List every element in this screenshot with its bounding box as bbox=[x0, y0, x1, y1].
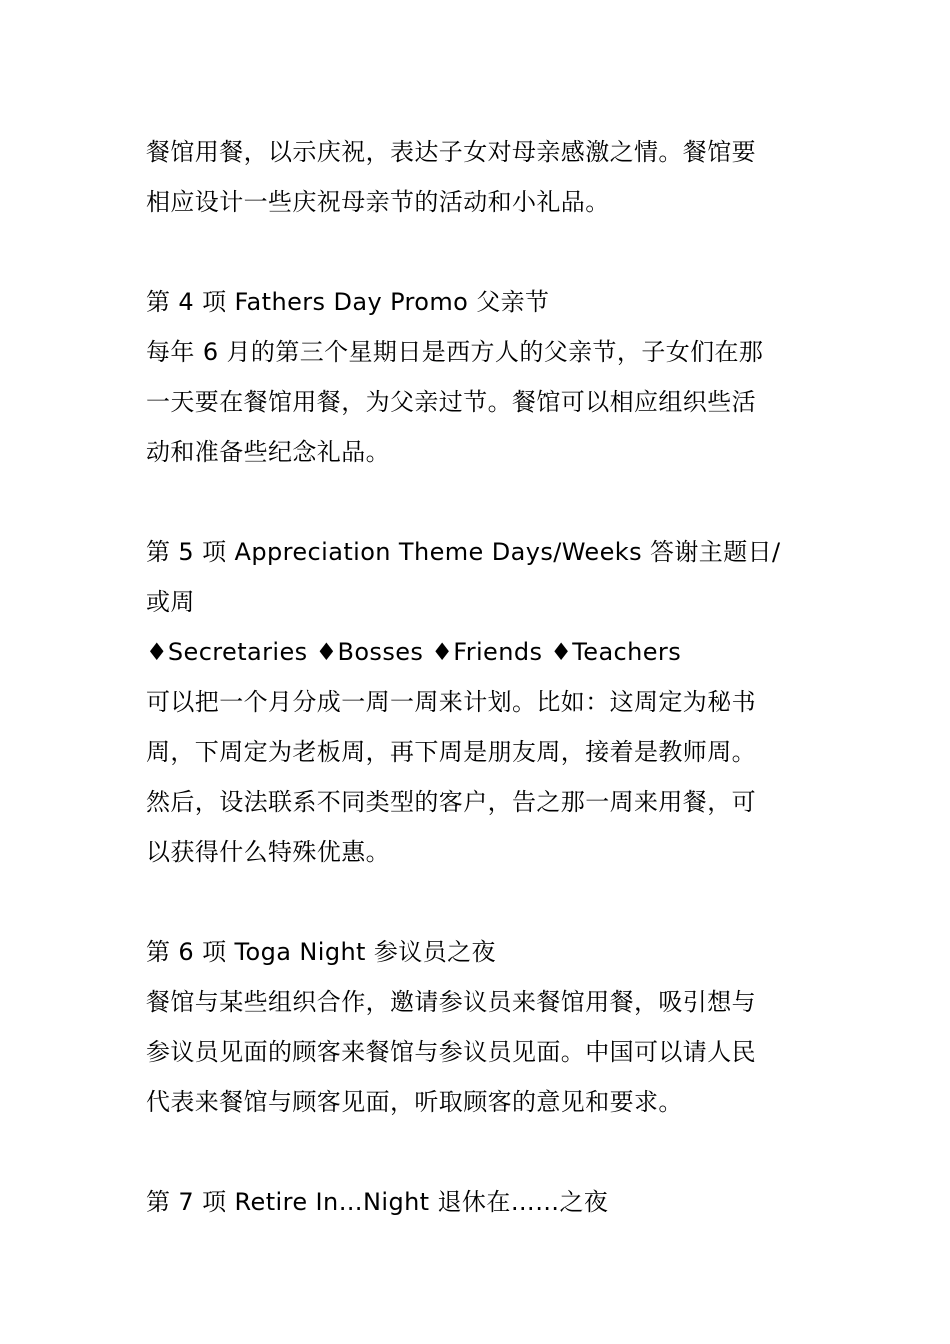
item6-line-3: 代表来餐馆与顾客见面，听取顾客的意见和要求。 bbox=[146, 1088, 683, 1116]
intro-line-2: 相应设计一些庆祝母亲节的活动和小礼品。 bbox=[146, 188, 610, 216]
paragraph-gap bbox=[146, 877, 826, 927]
paragraph-gap bbox=[146, 1127, 826, 1177]
item5-bullet-list: ♦Secretaries ♦Bosses ♦Friends ♦Teachers bbox=[146, 638, 682, 666]
item6-line-1: 餐馆与某些组织合作，邀请参议员来餐馆用餐，吸引想与 bbox=[146, 988, 756, 1016]
item6-heading: 第 6 项 Toga Night 参议员之夜 bbox=[146, 938, 496, 966]
item5-line-2: 周，下周定为老板周，再下周是朋友周，接着是教师周。 bbox=[146, 738, 756, 766]
item4-line-1: 每年 6 月的第三个星期日是西方人的父亲节，子女们在那 bbox=[146, 338, 764, 366]
item4-line-3: 动和准备些纪念礼品。 bbox=[146, 438, 390, 466]
item7-heading: 第 7 项 Retire In…Night 退休在……之夜 bbox=[146, 1188, 609, 1216]
item4-line-2: 一天要在餐馆用餐，为父亲过节。餐馆可以相应组织些活 bbox=[146, 388, 756, 416]
document-page bbox=[146, 127, 826, 1227]
item6-line-2: 参议员见面的顾客来餐馆与参议员见面。中国可以请人民 bbox=[146, 1038, 756, 1066]
item5-line-1: 可以把一个月分成一周一周来计划。比如：这周定为秘书 bbox=[146, 688, 756, 716]
paragraph-gap bbox=[146, 477, 826, 527]
item5-line-3: 然后，设法联系不同类型的客户，告之那一周来用餐，可 bbox=[146, 788, 756, 816]
paragraph-gap bbox=[146, 227, 826, 277]
item5-heading: 第 5 项 Appreciation Theme Days/Weeks 答谢主题日/ bbox=[146, 538, 781, 566]
item5-heading-continued: 或周 bbox=[146, 588, 195, 616]
intro-line-1: 餐馆用餐，以示庆祝，表达子女对母亲感激之情。餐馆要 bbox=[146, 138, 756, 166]
item5-line-4: 以获得什么特殊优惠。 bbox=[146, 838, 390, 866]
item4-heading: 第 4 项 Fathers Day Promo 父亲节 bbox=[146, 288, 550, 316]
